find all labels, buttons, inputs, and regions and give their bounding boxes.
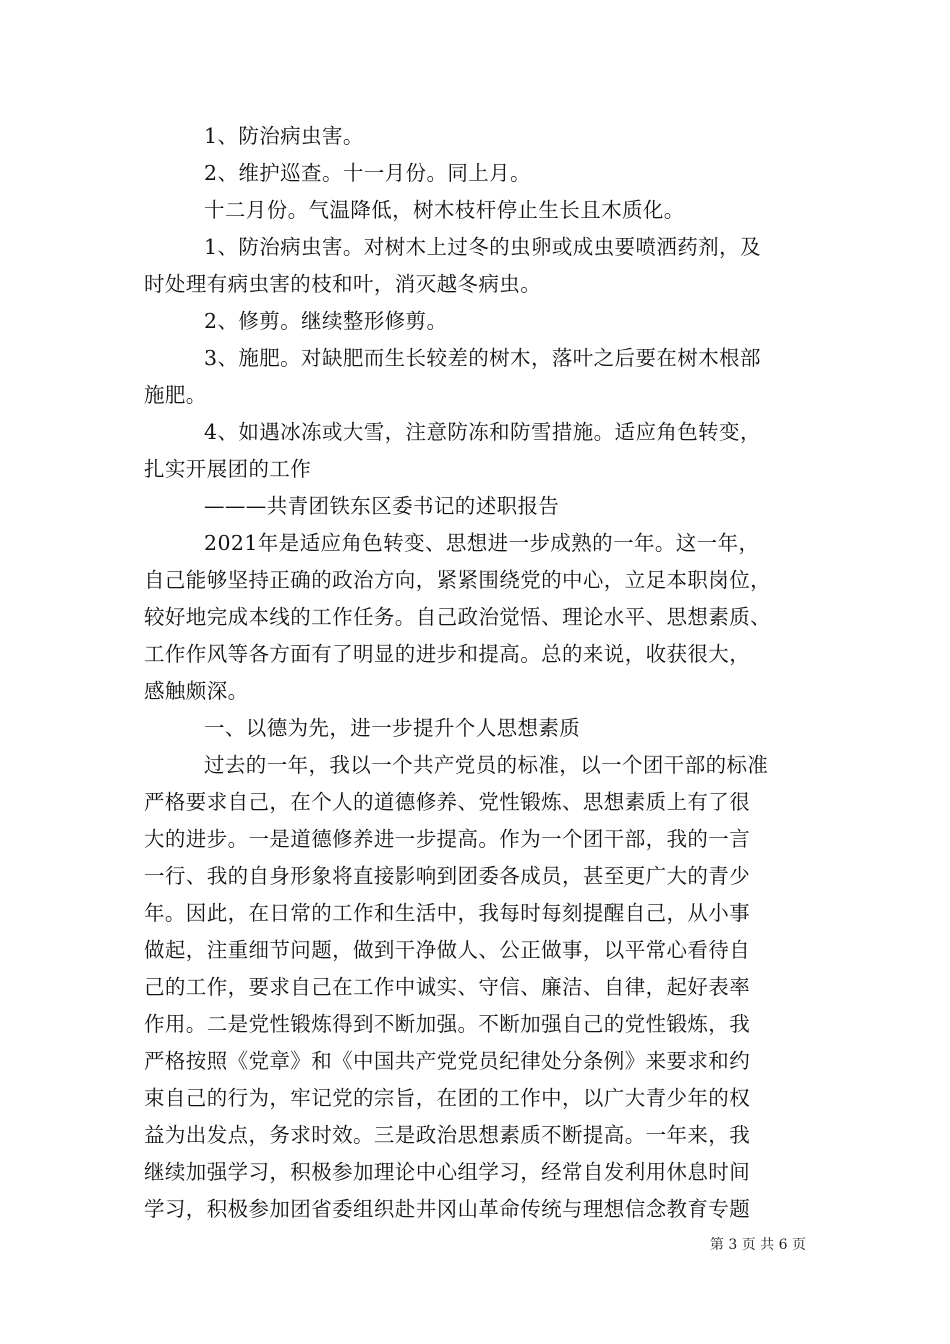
body-line: 2、修剪。继续整形修剪。 — [204, 309, 448, 333]
body-line: 感触颇深。 — [144, 679, 249, 703]
body-line: 严格按照《党章》和《中国共产党党员纪律处分条例》来要求和约 — [144, 1049, 751, 1073]
body-line: 自己能够坚持正确的政治方向，紧紧围绕党的中心，立足本职岗位， — [144, 568, 771, 592]
body-line: 做起，注重细节问题，做到干净做人、公正做事，以平常心看待自 — [144, 938, 751, 962]
body-line: 施肥。 — [144, 383, 207, 407]
body-line: 一行、我的自身形象将直接影响到团委各成员，甚至更广大的青少 — [144, 864, 751, 888]
body-line: 时处理有病虫害的枝和叶，消灭越冬病虫。 — [144, 272, 542, 296]
page-number: 第 3 页 共 6 页 — [709, 1237, 806, 1253]
body-line: 己的工作，要求自己在工作中诚实、守信、廉洁、自律，起好表率 — [144, 975, 751, 999]
body-line: 2021年是适应角色转变、思想进一步成熟的一年。这一年， — [204, 531, 760, 555]
body-line: 年。因此，在日常的工作和生活中，我每时每刻提醒自己，从小事 — [144, 901, 751, 925]
body-line: 2、维护巡查。十一月份。同上月。 — [204, 161, 531, 185]
body-line: 益为出发点，务求时效。三是政治思想素质不断提高。一年来，我 — [144, 1123, 751, 1147]
body-line: 严格要求自己，在个人的道德修养、党性锻炼、思想素质上有了很 — [144, 790, 751, 814]
body-line: 束自己的行为，牢记党的宗旨，在团的工作中，以广大青少年的权 — [144, 1086, 751, 1110]
body-line: 扎实开展团的工作 — [144, 457, 312, 481]
body-line: 1、防治病虫害。 — [204, 124, 364, 148]
body-line: 较好地完成本线的工作任务。自己政治觉悟、理论水平、思想素质、 — [144, 605, 771, 629]
body-line: 工作作风等各方面有了明显的进步和提高。总的来说，收获很大， — [144, 642, 751, 666]
body-line: 十二月份。气温降低，树木枝杆停止生长且木质化。 — [204, 198, 685, 222]
body-line: 3、施肥。对缺肥而生长较差的树木，落叶之后要在树木根部 — [204, 346, 761, 370]
body-line: 4、如遇冰冻或大雪，注意防冻和防雪措施。适应角色转变， — [204, 420, 761, 444]
body-line: 大的进步。一是道德修养进一步提高。作为一个团干部，我的一言 — [144, 827, 751, 851]
body-line: 作用。二是党性锻炼得到不断加强。不断加强自己的党性锻炼，我 — [144, 1012, 751, 1036]
body-line: 过去的一年，我以一个共产党员的标准，以一个团干部的标准 — [204, 753, 769, 777]
body-line: 继续加强学习，积极参加理论中心组学习，经常自发利用休息时间 — [144, 1160, 751, 1184]
body-line: 学习，积极参加团省委组织赴井冈山革命传统与理想信念教育专题 — [144, 1197, 751, 1221]
report-subtitle: ———共青团铁东区委书记的述职报告 — [204, 494, 560, 518]
section-heading: 一、以德为先，进一步提升个人思想素质 — [204, 716, 581, 740]
body-line: 1、防治病虫害。对树木上过冬的虫卵或成虫要喷洒药剂，及 — [204, 235, 761, 259]
